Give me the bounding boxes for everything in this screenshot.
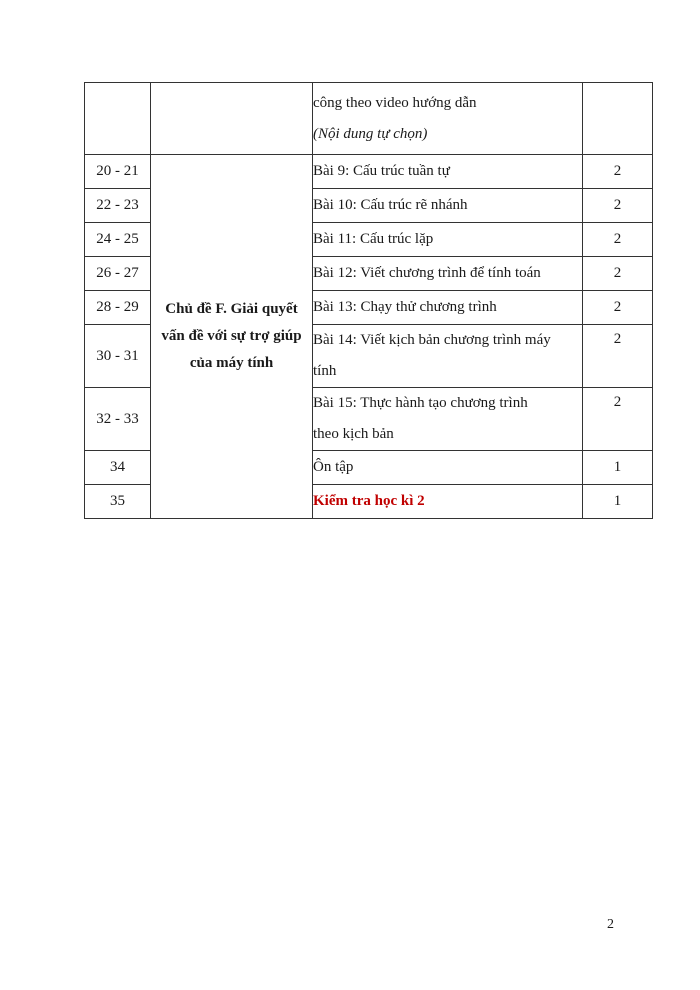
- lesson-cell: Bài 12: Viết chương trình để tính toán: [313, 257, 583, 291]
- periods-cell: 22 - 23: [85, 189, 151, 223]
- sessions-cell: 2: [583, 189, 653, 223]
- lesson-cell: [313, 83, 583, 155]
- topic-title-line: của máy tính: [189, 355, 274, 371]
- topic-title: [151, 296, 312, 377]
- sessions-cell: [583, 83, 653, 155]
- periods-cell: 28 - 29: [85, 291, 151, 325]
- lesson-cell: [313, 325, 583, 388]
- topic-title-line: Chủ đề F. Giải quyết: [165, 301, 298, 317]
- syllabus-table: [84, 82, 653, 519]
- sessions-cell: 2: [583, 291, 653, 325]
- lesson-text-line: công theo video hướng dẫn: [313, 94, 477, 111]
- sessions-cell: 2: [583, 325, 653, 388]
- lesson-cell: [313, 388, 583, 451]
- lesson-text-line: tính: [313, 363, 337, 379]
- sessions-cell: 1: [583, 485, 653, 519]
- periods-cell: [85, 83, 151, 155]
- page-number: 2: [607, 917, 614, 932]
- lesson-cell: Bài 13: Chạy thử chương trình: [313, 291, 583, 325]
- lesson-cell: Bài 11: Cấu trúc lặp: [313, 223, 583, 257]
- exam-lesson-cell: Kiểm tra học kì 2: [313, 485, 583, 519]
- periods-cell: 32 - 33: [85, 388, 151, 451]
- periods-cell: 20 - 21: [85, 155, 151, 189]
- lesson-text-line: Bài 14: Viết kịch bản chương trình máy: [313, 332, 551, 348]
- periods-cell: 35: [85, 485, 151, 519]
- topic-title-line: vấn đề với sự trợ giúp: [161, 328, 302, 344]
- sessions-cell: 2: [583, 155, 653, 189]
- topic-cell: [151, 155, 313, 519]
- periods-cell: 26 - 27: [85, 257, 151, 291]
- periods-cell: 30 - 31: [85, 325, 151, 388]
- lesson-cell: Bài 9: Cấu trúc tuần tự: [313, 155, 583, 189]
- lesson-text-line: Bài 15: Thực hành tạo chương trình: [313, 395, 528, 411]
- lesson-text-line: theo kịch bản: [313, 426, 394, 442]
- sessions-cell: 2: [583, 257, 653, 291]
- periods-cell: 34: [85, 451, 151, 485]
- sessions-cell: 2: [583, 388, 653, 451]
- lesson-cell: Ôn tập: [313, 451, 583, 485]
- periods-cell: 24 - 25: [85, 223, 151, 257]
- table-row-continuation: [85, 83, 653, 155]
- topic-cell-empty: [151, 83, 313, 155]
- optional-content-note: (Nội dung tự chọn): [313, 125, 428, 142]
- lesson-cell: Bài 10: Cấu trúc rẽ nhánh: [313, 189, 583, 223]
- table-row: [85, 155, 653, 189]
- sessions-cell: 2: [583, 223, 653, 257]
- sessions-cell: 1: [583, 451, 653, 485]
